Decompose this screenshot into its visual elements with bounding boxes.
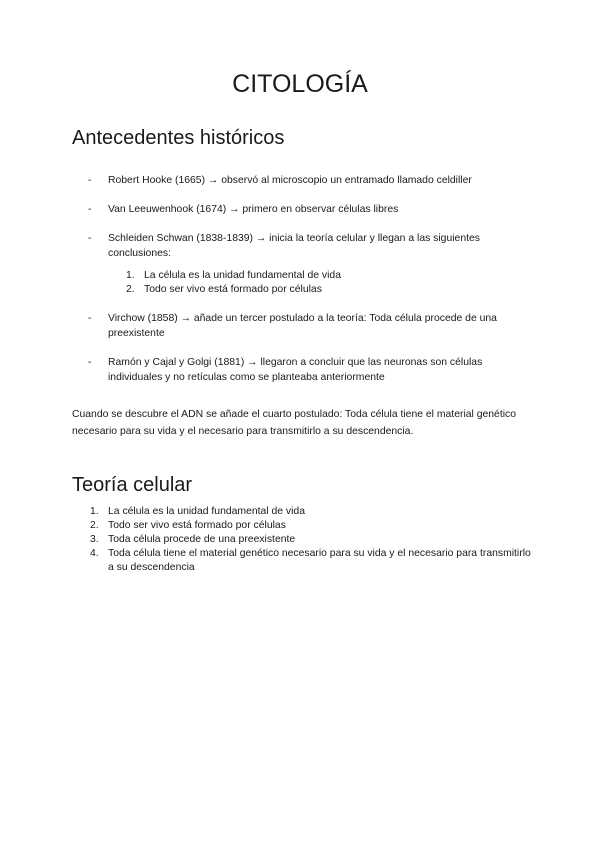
numbered-item (72, 519, 532, 533)
numbered-item (72, 547, 532, 575)
list-item-text: Van Leeuwenhook (1674) → primero en observar células libres (108, 204, 399, 215)
antecedentes-list (72, 173, 532, 385)
numbered-item-text: Toda célula procede de una preexistente (108, 534, 296, 545)
sublist-item (108, 283, 532, 297)
item-number: 3. (90, 534, 99, 545)
list-item (72, 355, 532, 385)
numbered-item-text: Todo ser vivo está formado por células (108, 520, 286, 531)
adn-paragraph: Cuando se descubre el ADN se añade el cuarto postulado: Toda célula tiene el material genético necesario para su vida y el necesario para transmitirlo a su descendencia. (72, 409, 517, 437)
conclusions-sublist (108, 269, 532, 297)
sublist-number: 2. (126, 284, 135, 295)
dash-bullet: - (88, 233, 92, 244)
list-item (72, 202, 532, 217)
list-item (72, 173, 532, 188)
list-item-text: Virchow (1858) → añade un tercer postulado a la teoría: Toda célula procede de una preexistente (108, 313, 497, 339)
list-item (72, 311, 532, 341)
item-number: 2. (90, 520, 99, 531)
numbered-item-text: Toda célula tiene el material genético necesario para su vida y el necesario para transmitirlo a su descendencia (108, 548, 531, 573)
dash-bullet: - (88, 357, 92, 368)
dash-bullet: - (88, 175, 92, 186)
list-item-text: Ramón y Cajal y Golgi (1881) → llegaron a concluir que las neuronas son células individuales y no retículas como se planteaba anteriormente (108, 357, 483, 383)
numbered-item (72, 533, 532, 547)
list-item-text: Robert Hooke (1665) → observó al microscopio un entramado llamado celdiller (108, 175, 472, 186)
sublist-number: 1. (126, 270, 135, 281)
numbered-item-text: La célula es la unidad fundamental de vida (108, 506, 305, 517)
section-heading-antecedentes: Antecedentes históricos (72, 127, 285, 149)
numbered-item (72, 505, 532, 519)
teoria-list (72, 505, 532, 575)
section-heading-teoria: Teoría celular (72, 474, 193, 496)
sublist-item-text: La célula es la unidad fundamental de vida (144, 270, 341, 281)
sublist-item (108, 269, 532, 283)
list-item (72, 231, 532, 297)
item-number: 1. (90, 506, 99, 517)
document-title: CITOLOGÍA (232, 70, 368, 98)
dash-bullet: - (88, 313, 92, 324)
item-number: 4. (90, 548, 99, 559)
sublist-item-text: Todo ser vivo está formado por células (144, 284, 322, 295)
list-item-text: Schleiden Schwan (1838-1839) → inicia la teoría celular y llegan a las siguientes conclusiones: (108, 233, 480, 259)
dash-bullet: - (88, 204, 92, 215)
